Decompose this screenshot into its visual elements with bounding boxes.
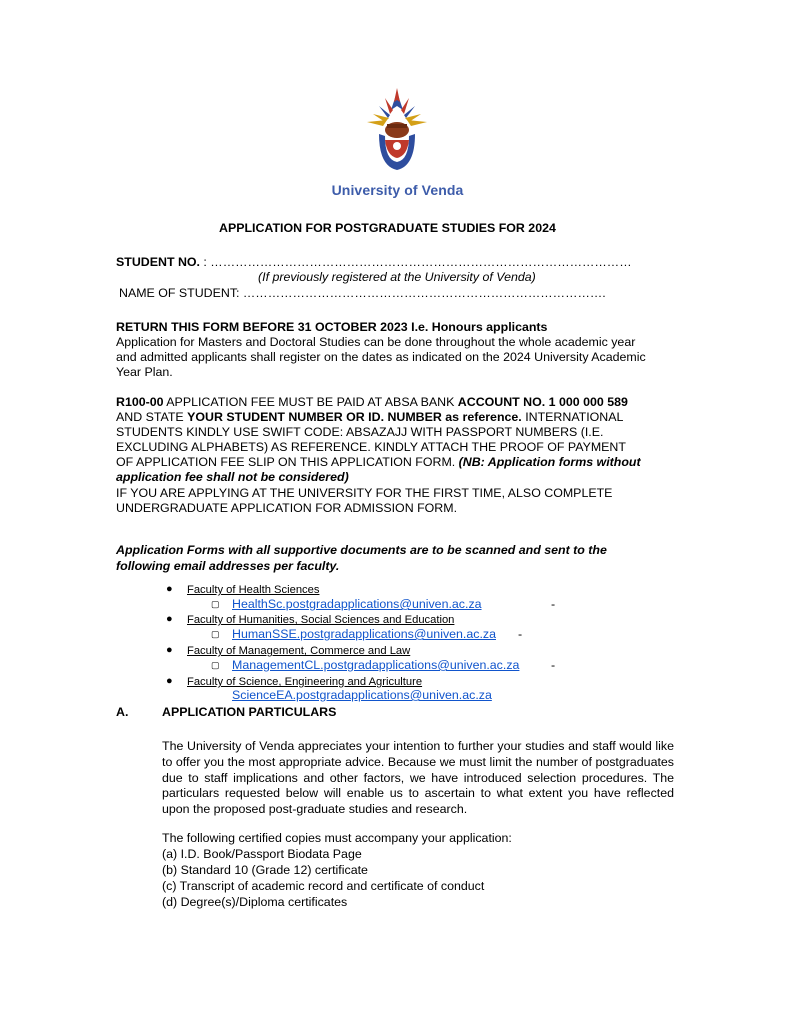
faculty-name-humanities: Faculty of Humanities, Social Sciences and Education [187,614,455,626]
faculty-name-science: Faculty of Science, Engineering and Agriculture [187,676,423,688]
faculty-email-row-health [232,597,482,612]
faculty-email-dash-management: - [551,658,556,672]
faculty-email-row-management [232,658,519,673]
student-no-note: (If previously registered at the University of Venda) [258,270,536,284]
fee-nb-text: (NB: Application forms without [458,455,641,469]
student-no-field[interactable]: : ………………………………………………………………………………………… [199,255,632,269]
return-notice-line1: Application for Masters and Doctoral Studies can be done throughout the whole academic year [116,335,636,349]
faculty-name-management: Faculty of Management, Commerce and Law [187,645,411,657]
return-deadline-heading: RETURN THIS FORM BEFORE 31 OCTOBER 2023 I.e. Honours applicants [116,320,548,334]
faculty-email-link-science[interactable]: ScienceEA.postgradapplications@univen.ac.za [232,688,492,702]
fee-attach-text: OF APPLICATION FEE SLIP ON THIS APPLICATION FORM. [116,455,459,469]
faculty-email-link-management[interactable]: ManagementCL.postgradapplications@univen.ac.za [232,658,520,672]
fee-amount: R100-00 [116,395,164,409]
student-name-field[interactable]: NAME OF STUDENT: ……………………………………………………………………………. [119,286,606,300]
faculty-email-row-science [232,688,492,703]
university-logo [325,88,470,200]
university-crest-icon [357,88,437,180]
square-bullet-icon: ▢ [211,660,220,670]
fee-line1 [116,395,628,410]
square-bullet-icon: ▢ [211,599,220,609]
bullet-icon: ● [166,613,173,625]
faculty-email-link-humanities[interactable]: HumanSSE.postgradapplications@univen.ac.za [232,627,496,641]
fee-bank-text: APPLICATION FEE MUST BE PAID AT ABSA BANK [163,395,458,409]
logo-university-name: University of Venda [331,182,464,198]
certified-copy-item: (b) Standard 10 (Grade 12) certificate [162,863,368,877]
fee-international-text: INTERNATIONAL [521,410,624,424]
fee-reference-text: YOUR STUDENT NUMBER OR ID. NUMBER as reference. [187,410,522,424]
faculty-email-dash-humanities: - [518,627,523,641]
fee-line4: EXCLUDING ALPHABETS) AS REFERENCE. KINDLY ATTACH THE PROOF OF PAYMENT [116,440,626,454]
section-a-letter: A. [116,705,129,719]
section-a-paragraph: The University of Venda appreciates your intention to further your studies and staff would like to offer you the most appropriate advice. Because we must limit the number of postgraduates due to staff implications and other factors, we have introduced selection procedures. The particulars requested below will enable us to ascertain to what extent you have reflected upon the proposed post-graduate studies and research. [162,739,674,817]
certified-copy-item: (d) Degree(s)/Diploma certificates [162,895,348,909]
fee-line5 [116,455,641,470]
certified-copy-item: (c) Transcript of academic record and certificate of conduct [162,879,485,893]
email-intro-line2: following email addresses per faculty. [116,559,340,573]
certified-copies-intro: The following certified copies must accompany your application: [162,831,512,845]
bullet-icon: ● [166,675,173,687]
fee-line2 [116,410,623,425]
student-no-label: STUDENT NO. [116,255,200,269]
form-title: APPLICATION FOR POSTGRADUATE STUDIES FOR 2024 [219,221,556,235]
bullet-icon: ● [166,583,173,595]
faculty-email-row-humanities [232,627,496,642]
return-notice-line3: Year Plan. [116,365,173,379]
return-notice-line2: and admitted applicants shall register on the dates as indicated on the 2024 University Academic [116,350,646,364]
bullet-icon: ● [166,644,173,656]
fee-line6: application fee shall not be considered) [116,470,349,484]
faculty-email-dash-health: - [551,597,556,611]
email-intro-line1: Application Forms with all supportive documents are to be scanned and sent to the [116,543,607,557]
certified-copy-item: (a) I.D. Book/Passport Biodata Page [162,847,362,861]
fee-account-number: ACCOUNT NO. 1 000 000 589 [457,395,628,409]
fee-line7: IF YOU ARE APPLYING AT THE UNIVERSITY FOR THE FIRST TIME, ALSO COMPLETE [116,486,613,500]
faculty-email-link-health[interactable]: HealthSc.postgradapplications@univen.ac.za [232,597,482,611]
faculty-name-health: Faculty of Health Sciences [187,584,320,596]
square-bullet-icon: ▢ [211,629,220,639]
fee-line8: UNDERGRADUATE APPLICATION FOR ADMISSION FORM. [116,501,458,515]
fee-state-text: AND STATE [116,410,188,424]
fee-line3: STUDENTS KINDLY USE SWIFT CODE: ABSAZAJJ WITH PASSPORT NUMBERS (I.E. [116,425,604,439]
section-a-title: APPLICATION PARTICULARS [162,705,337,719]
student-no-row [116,255,632,270]
